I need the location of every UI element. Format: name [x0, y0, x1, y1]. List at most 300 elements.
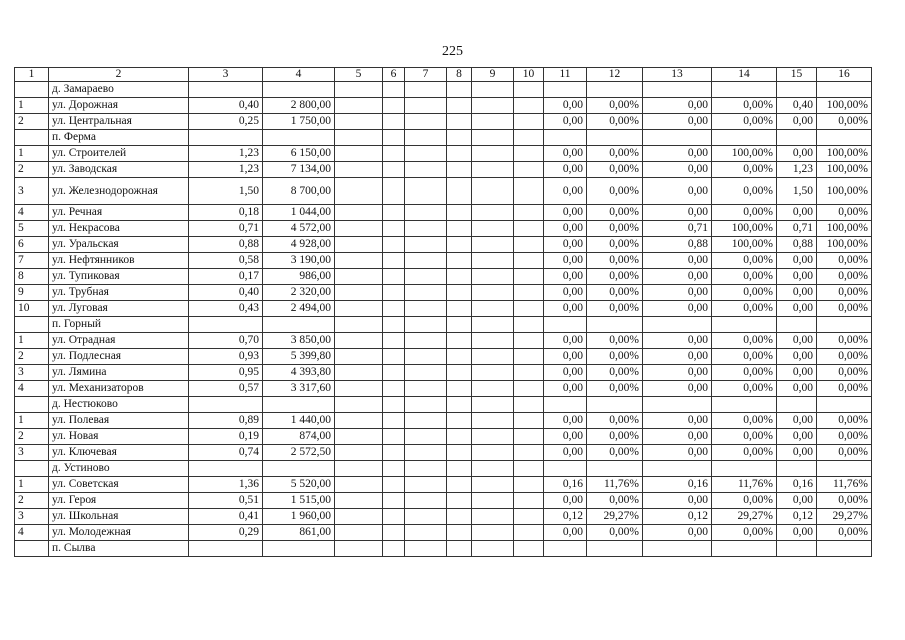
empty-cell	[383, 461, 405, 477]
value-cell: 0,00%	[817, 493, 872, 509]
value-cell: 0,00	[777, 253, 817, 269]
value-cell: 0,00	[643, 333, 712, 349]
empty-cell	[587, 82, 643, 98]
value-cell: 0,00	[544, 205, 587, 221]
empty-cell	[383, 493, 405, 509]
value-cell: 0,40	[189, 285, 263, 301]
value-cell: 0,00%	[712, 285, 777, 301]
empty-cell	[447, 349, 472, 365]
settlement-name: п. Сылва	[49, 541, 189, 557]
empty-cell	[514, 221, 544, 237]
value-cell: 0,00	[643, 162, 712, 178]
value-cell: 1,50	[189, 178, 263, 205]
street-name: ул. Речная	[49, 205, 189, 221]
empty-cell	[587, 317, 643, 333]
value-cell: 0,16	[544, 477, 587, 493]
column-header: 3	[189, 68, 263, 82]
empty-cell	[405, 413, 447, 429]
empty-cell	[514, 162, 544, 178]
empty-cell	[405, 429, 447, 445]
empty-cell	[514, 317, 544, 333]
value-cell: 0,00%	[817, 253, 872, 269]
empty-cell	[263, 397, 335, 413]
empty-cell	[335, 98, 383, 114]
empty-cell	[447, 301, 472, 317]
value-cell: 0,00%	[817, 413, 872, 429]
value-cell: 5 520,00	[263, 477, 335, 493]
value-cell: 4 572,00	[263, 221, 335, 237]
empty-cell	[405, 461, 447, 477]
empty-cell	[643, 130, 712, 146]
empty-cell	[817, 130, 872, 146]
street-name: ул. Лямина	[49, 365, 189, 381]
value-cell: 0,95	[189, 365, 263, 381]
empty-cell	[817, 317, 872, 333]
empty-cell	[817, 82, 872, 98]
empty-cell	[405, 317, 447, 333]
empty-cell	[405, 205, 447, 221]
empty-cell	[514, 397, 544, 413]
street-name: ул. Железнодорожная	[49, 178, 189, 205]
empty-cell	[335, 461, 383, 477]
settlement-name: д. Нестюково	[49, 397, 189, 413]
value-cell: 0,00%	[587, 253, 643, 269]
table-row	[15, 429, 872, 445]
value-cell: 100,00%	[817, 98, 872, 114]
value-cell: 0,00%	[587, 237, 643, 253]
empty-cell	[472, 541, 514, 557]
column-header: 7	[405, 68, 447, 82]
table-row	[15, 162, 872, 178]
row-number: 1	[15, 146, 49, 162]
table-row	[15, 285, 872, 301]
table-body	[15, 68, 872, 557]
empty-cell	[383, 285, 405, 301]
value-cell: 0,00%	[712, 381, 777, 397]
value-cell: 29,27%	[817, 509, 872, 525]
row-number: 3	[15, 445, 49, 461]
empty-cell	[514, 98, 544, 114]
table-row	[15, 333, 872, 349]
value-cell: 100,00%	[817, 178, 872, 205]
table-row	[15, 349, 872, 365]
value-cell: 1 515,00	[263, 493, 335, 509]
empty-cell	[643, 317, 712, 333]
empty-cell	[514, 477, 544, 493]
empty-cell	[335, 413, 383, 429]
value-cell: 0,00	[544, 285, 587, 301]
empty-cell	[335, 381, 383, 397]
row-number: 3	[15, 365, 49, 381]
street-name: ул. Отрадная	[49, 333, 189, 349]
column-header: 16	[817, 68, 872, 82]
value-cell: 0,58	[189, 253, 263, 269]
value-cell: 29,27%	[587, 509, 643, 525]
value-cell: 0,00	[544, 349, 587, 365]
empty-cell	[777, 317, 817, 333]
value-cell: 7 134,00	[263, 162, 335, 178]
value-cell: 986,00	[263, 269, 335, 285]
value-cell: 0,12	[643, 509, 712, 525]
value-cell: 100,00%	[817, 237, 872, 253]
empty-cell	[447, 477, 472, 493]
value-cell: 0,12	[777, 509, 817, 525]
value-cell: 2 572,50	[263, 445, 335, 461]
empty-cell	[335, 349, 383, 365]
value-cell: 0,74	[189, 445, 263, 461]
value-cell: 0,00%	[587, 445, 643, 461]
empty-cell	[472, 317, 514, 333]
row-number: 4	[15, 525, 49, 541]
settlement-name: д. Замараево	[49, 82, 189, 98]
value-cell: 0,00	[643, 525, 712, 541]
empty-cell	[405, 397, 447, 413]
empty-cell	[335, 221, 383, 237]
value-cell: 0,00%	[587, 525, 643, 541]
empty-cell	[335, 333, 383, 349]
value-cell: 0,00%	[712, 205, 777, 221]
table-row	[15, 525, 872, 541]
empty-cell	[189, 130, 263, 146]
value-cell: 0,00%	[817, 269, 872, 285]
street-name: ул. Механизаторов	[49, 381, 189, 397]
value-cell: 0,12	[544, 509, 587, 525]
value-cell: 0,41	[189, 509, 263, 525]
table-row	[15, 301, 872, 317]
value-cell: 0,00%	[817, 285, 872, 301]
empty-cell	[777, 82, 817, 98]
street-name: ул. Молодежная	[49, 525, 189, 541]
empty-cell	[544, 541, 587, 557]
empty-cell	[335, 541, 383, 557]
header-row	[15, 68, 872, 82]
empty-cell	[587, 130, 643, 146]
row-number: 2	[15, 114, 49, 130]
empty-cell	[189, 317, 263, 333]
empty-cell	[447, 130, 472, 146]
empty-cell	[263, 317, 335, 333]
empty-cell	[263, 130, 335, 146]
row-number: 4	[15, 381, 49, 397]
value-cell: 100,00%	[817, 146, 872, 162]
value-cell: 0,93	[189, 349, 263, 365]
empty-cell	[383, 413, 405, 429]
value-cell: 1 960,00	[263, 509, 335, 525]
empty-cell	[335, 301, 383, 317]
value-cell: 0,00%	[712, 178, 777, 205]
empty-cell	[383, 178, 405, 205]
empty-cell	[383, 221, 405, 237]
data-table	[14, 67, 872, 557]
value-cell: 0,00	[777, 365, 817, 381]
empty-cell	[335, 146, 383, 162]
row-number: 7	[15, 253, 49, 269]
value-cell: 11,76%	[817, 477, 872, 493]
empty-cell	[447, 397, 472, 413]
value-cell: 0,16	[777, 477, 817, 493]
column-header: 9	[472, 68, 514, 82]
row-number: 3	[15, 509, 49, 525]
empty-cell	[405, 333, 447, 349]
empty-cell	[514, 349, 544, 365]
table-row	[15, 178, 872, 205]
empty-cell	[544, 82, 587, 98]
empty-cell	[383, 397, 405, 413]
street-name: ул. Дорожная	[49, 98, 189, 114]
value-cell: 0,00	[643, 301, 712, 317]
empty-cell	[472, 381, 514, 397]
street-name: ул. Новая	[49, 429, 189, 445]
empty-cell	[514, 82, 544, 98]
value-cell: 0,00	[544, 178, 587, 205]
empty-cell	[514, 461, 544, 477]
value-cell: 874,00	[263, 429, 335, 445]
value-cell: 1,23	[777, 162, 817, 178]
empty-cell	[514, 509, 544, 525]
empty-cell	[383, 146, 405, 162]
empty-cell	[335, 178, 383, 205]
empty-cell	[405, 477, 447, 493]
empty-cell	[472, 269, 514, 285]
empty-cell	[335, 477, 383, 493]
empty-cell	[383, 205, 405, 221]
empty-cell	[263, 82, 335, 98]
column-header: 4	[263, 68, 335, 82]
empty-cell	[472, 445, 514, 461]
street-name: ул. Подлесная	[49, 349, 189, 365]
empty-cell	[335, 269, 383, 285]
empty-cell	[335, 397, 383, 413]
empty-cell	[514, 130, 544, 146]
empty-cell	[514, 365, 544, 381]
empty-cell	[189, 82, 263, 98]
value-cell: 0,00	[777, 525, 817, 541]
value-cell: 0,71	[643, 221, 712, 237]
table-row	[15, 493, 872, 509]
value-cell: 0,18	[189, 205, 263, 221]
value-cell: 0,00	[544, 146, 587, 162]
value-cell: 0,29	[189, 525, 263, 541]
empty-cell	[514, 541, 544, 557]
value-cell: 0,00	[643, 285, 712, 301]
empty-cell	[405, 146, 447, 162]
empty-cell	[383, 130, 405, 146]
empty-cell	[447, 98, 472, 114]
group-row	[15, 397, 872, 413]
value-cell: 0,00%	[817, 301, 872, 317]
empty-cell	[643, 461, 712, 477]
value-cell: 0,00%	[712, 301, 777, 317]
empty-cell	[472, 397, 514, 413]
value-cell: 0,00%	[712, 162, 777, 178]
table-row	[15, 477, 872, 493]
row-number: 6	[15, 237, 49, 253]
value-cell: 0,40	[777, 98, 817, 114]
value-cell: 3 850,00	[263, 333, 335, 349]
table-row	[15, 365, 872, 381]
value-cell: 3 190,00	[263, 253, 335, 269]
empty-cell	[405, 445, 447, 461]
empty-cell	[189, 541, 263, 557]
empty-cell	[544, 461, 587, 477]
value-cell: 0,00	[777, 445, 817, 461]
value-cell: 0,00%	[712, 365, 777, 381]
column-header: 2	[49, 68, 189, 82]
empty-cell	[383, 269, 405, 285]
empty-cell	[472, 114, 514, 130]
empty-cell	[405, 178, 447, 205]
value-cell: 0,00	[777, 493, 817, 509]
empty-cell	[405, 269, 447, 285]
empty-cell	[777, 130, 817, 146]
empty-cell	[472, 221, 514, 237]
empty-cell	[335, 253, 383, 269]
value-cell: 0,00	[643, 493, 712, 509]
empty-cell	[447, 253, 472, 269]
value-cell: 0,00%	[587, 221, 643, 237]
value-cell: 0,00	[643, 114, 712, 130]
value-cell: 0,40	[189, 98, 263, 114]
empty-cell	[383, 349, 405, 365]
table-row	[15, 269, 872, 285]
value-cell: 0,00	[777, 381, 817, 397]
empty-cell	[712, 541, 777, 557]
value-cell: 0,00%	[587, 429, 643, 445]
empty-cell	[544, 397, 587, 413]
empty-cell	[383, 445, 405, 461]
street-name: ул. Трубная	[49, 285, 189, 301]
table-row	[15, 205, 872, 221]
table-row	[15, 114, 872, 130]
value-cell: 0,88	[777, 237, 817, 253]
empty-cell	[587, 397, 643, 413]
column-header: 12	[587, 68, 643, 82]
value-cell: 100,00%	[712, 146, 777, 162]
value-cell: 0,00%	[587, 365, 643, 381]
value-cell: 0,00	[777, 146, 817, 162]
empty-cell	[472, 493, 514, 509]
row-number: 2	[15, 493, 49, 509]
street-name: ул. Центральная	[49, 114, 189, 130]
page-number: 225	[442, 44, 463, 59]
empty-cell	[335, 509, 383, 525]
empty-cell	[447, 269, 472, 285]
empty-cell	[15, 461, 49, 477]
empty-cell	[405, 114, 447, 130]
value-cell: 0,88	[189, 237, 263, 253]
street-name: ул. Некрасова	[49, 221, 189, 237]
empty-cell	[447, 525, 472, 541]
value-cell: 0,00	[777, 413, 817, 429]
empty-cell	[817, 397, 872, 413]
row-number: 1	[15, 477, 49, 493]
empty-cell	[447, 509, 472, 525]
empty-cell	[472, 301, 514, 317]
empty-cell	[447, 365, 472, 381]
value-cell: 0,00%	[712, 429, 777, 445]
row-number: 3	[15, 178, 49, 205]
value-cell: 0,00%	[712, 98, 777, 114]
street-name: ул. Ключевая	[49, 445, 189, 461]
value-cell: 0,00%	[712, 349, 777, 365]
value-cell: 0,00%	[587, 413, 643, 429]
empty-cell	[514, 445, 544, 461]
value-cell: 0,00	[544, 493, 587, 509]
value-cell: 0,00	[544, 365, 587, 381]
row-number: 10	[15, 301, 49, 317]
column-header: 13	[643, 68, 712, 82]
value-cell: 0,00	[544, 221, 587, 237]
value-cell: 0,00	[544, 445, 587, 461]
empty-cell	[15, 130, 49, 146]
group-row	[15, 461, 872, 477]
value-cell: 1 440,00	[263, 413, 335, 429]
street-name: ул. Строителей	[49, 146, 189, 162]
table-row	[15, 445, 872, 461]
settlement-name: п. Ферма	[49, 130, 189, 146]
empty-cell	[383, 429, 405, 445]
empty-cell	[472, 413, 514, 429]
empty-cell	[514, 381, 544, 397]
value-cell: 0,00	[643, 205, 712, 221]
value-cell: 1,36	[189, 477, 263, 493]
value-cell: 100,00%	[817, 221, 872, 237]
value-cell: 0,00	[643, 365, 712, 381]
empty-cell	[15, 541, 49, 557]
empty-cell	[587, 461, 643, 477]
value-cell: 0,00	[643, 98, 712, 114]
empty-cell	[189, 397, 263, 413]
value-cell: 8 700,00	[263, 178, 335, 205]
value-cell: 0,00	[544, 162, 587, 178]
value-cell: 0,00	[643, 429, 712, 445]
row-number: 2	[15, 162, 49, 178]
empty-cell	[335, 237, 383, 253]
empty-cell	[777, 541, 817, 557]
empty-cell	[712, 317, 777, 333]
value-cell: 4 393,80	[263, 365, 335, 381]
empty-cell	[447, 178, 472, 205]
empty-cell	[383, 162, 405, 178]
value-cell: 100,00%	[712, 237, 777, 253]
column-header: 15	[777, 68, 817, 82]
table-row	[15, 413, 872, 429]
empty-cell	[263, 461, 335, 477]
value-cell: 0,00%	[817, 333, 872, 349]
value-cell: 0,88	[643, 237, 712, 253]
street-name: ул. Луговая	[49, 301, 189, 317]
value-cell: 1 044,00	[263, 205, 335, 221]
value-cell: 0,57	[189, 381, 263, 397]
value-cell: 1,50	[777, 178, 817, 205]
value-cell: 0,71	[189, 221, 263, 237]
value-cell: 0,00	[777, 429, 817, 445]
empty-cell	[447, 221, 472, 237]
value-cell: 0,00	[643, 349, 712, 365]
empty-cell	[777, 461, 817, 477]
empty-cell	[514, 178, 544, 205]
value-cell: 0,00	[643, 445, 712, 461]
value-cell: 0,89	[189, 413, 263, 429]
empty-cell	[817, 461, 872, 477]
value-cell: 0,00%	[817, 429, 872, 445]
empty-cell	[447, 205, 472, 221]
empty-cell	[472, 285, 514, 301]
empty-cell	[514, 205, 544, 221]
value-cell: 0,00%	[587, 178, 643, 205]
empty-cell	[472, 253, 514, 269]
street-name: ул. Полевая	[49, 413, 189, 429]
